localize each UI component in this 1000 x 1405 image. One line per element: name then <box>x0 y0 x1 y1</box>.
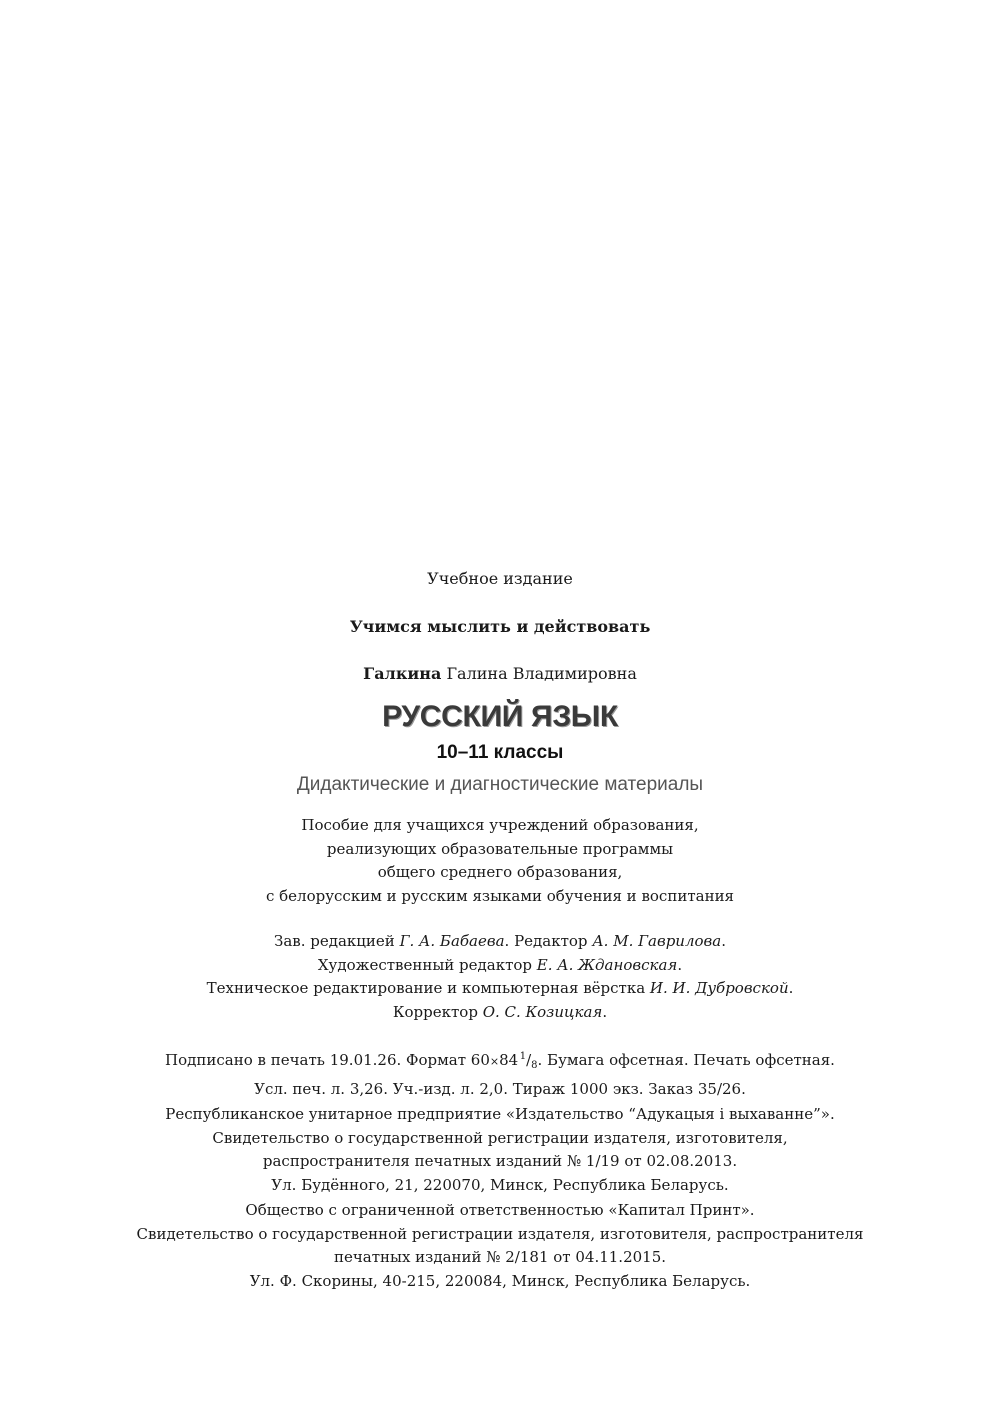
purpose-line: реализующих образовательные программы <box>326 839 674 858</box>
printer-line: Ул. Ф. Скорины, 40-215, 220084, Минск, Республика Беларусь. <box>249 1271 751 1290</box>
editors-text: . <box>721 932 727 950</box>
grades: 10–11 классы <box>436 742 564 763</box>
author-surname: Галкина <box>363 664 442 683</box>
editors-line <box>0 977 1000 1001</box>
fraction-numerator: 1 <box>519 1051 527 1062</box>
print-info-text: . Бумага офсетная. Печать офсетная. <box>537 1051 835 1069</box>
purpose-line: Пособие для учащихся учреждений образования, <box>301 816 699 834</box>
purpose-line: общего среднего образования, <box>377 863 623 881</box>
publisher-line: Свидетельство о государственной регистрации издателя, изготовителя, <box>212 1128 788 1147</box>
editors-line <box>0 954 1000 978</box>
edition-type: Учебное издание <box>427 569 573 588</box>
fraction-slash: / <box>526 1051 532 1069</box>
editors-text: Художественный редактор <box>317 955 537 974</box>
subtitle: Дидактические и диагностические материалы <box>296 774 704 795</box>
print-info-text: Подписано в печать 19.01.26. Формат 60 <box>165 1051 490 1069</box>
printer-line: Свидетельство о государственной регистрации издателя, изготовителя, распространителя <box>136 1224 864 1243</box>
editors-block <box>0 930 1000 1024</box>
editors-text: . Редактор <box>504 932 593 950</box>
editors-text: . <box>602 1002 608 1021</box>
printer-line: Общество с ограниченной ответственностью «Капитал Принт». <box>245 1201 755 1219</box>
series-title: Учимся мыслить и действовать <box>349 617 651 636</box>
purpose-block <box>0 814 1000 908</box>
author <box>0 664 1000 683</box>
publisher-line: Республиканское унитарное предприятие «Издательство “Адукацыя і выхаванне”». <box>165 1105 835 1123</box>
editors-line <box>0 930 1000 954</box>
purpose-line: с белорусским и русским языками обучения и воспитания <box>265 886 735 905</box>
editor-name: О. С. Козицкая <box>482 1002 603 1021</box>
times-sign: × <box>489 1055 500 1068</box>
editor-name: И. И. Дубровской <box>649 979 789 997</box>
editors-text: . <box>788 979 794 997</box>
print-info-line: Усл. печ. л. 3,26. Уч.-изд. л. 2,0. Тираж 1000 экз. Заказ 35/26. <box>254 1079 746 1098</box>
author-name: Галина Владимировна <box>446 664 637 683</box>
book-title: РУССКИЙ ЯЗЫК <box>382 700 618 733</box>
editor-name: Г. А. Бабаева <box>399 932 505 950</box>
editors-text: Техническое редактирование и компьютерная вёрстка <box>206 979 650 997</box>
print-info-text: 84 <box>499 1051 519 1069</box>
printer-line: печатных изданий № 2/181 от 04.11.2015. <box>333 1248 667 1266</box>
editors-text: Корректор <box>392 1002 483 1021</box>
publisher-line: Ул. Будённого, 21, 220070, Минск, Республика Беларусь. <box>271 1175 729 1194</box>
printer-block <box>0 1199 1000 1293</box>
print-info-block <box>0 1045 1000 1101</box>
publisher-block <box>0 1103 1000 1197</box>
fraction-denominator: 8 <box>531 1060 538 1071</box>
editors-line <box>0 1001 1000 1025</box>
editors-text: . <box>677 955 683 974</box>
editors-text: Зав. редакцией <box>273 932 400 950</box>
print-info-line <box>0 1045 1000 1078</box>
editor-name: А. М. Гаврилова <box>592 932 722 950</box>
publisher-line: распространителя печатных изданий № 1/19 от 02.08.2013. <box>262 1152 738 1170</box>
editor-name: Е. А. Ждановская <box>536 955 678 974</box>
